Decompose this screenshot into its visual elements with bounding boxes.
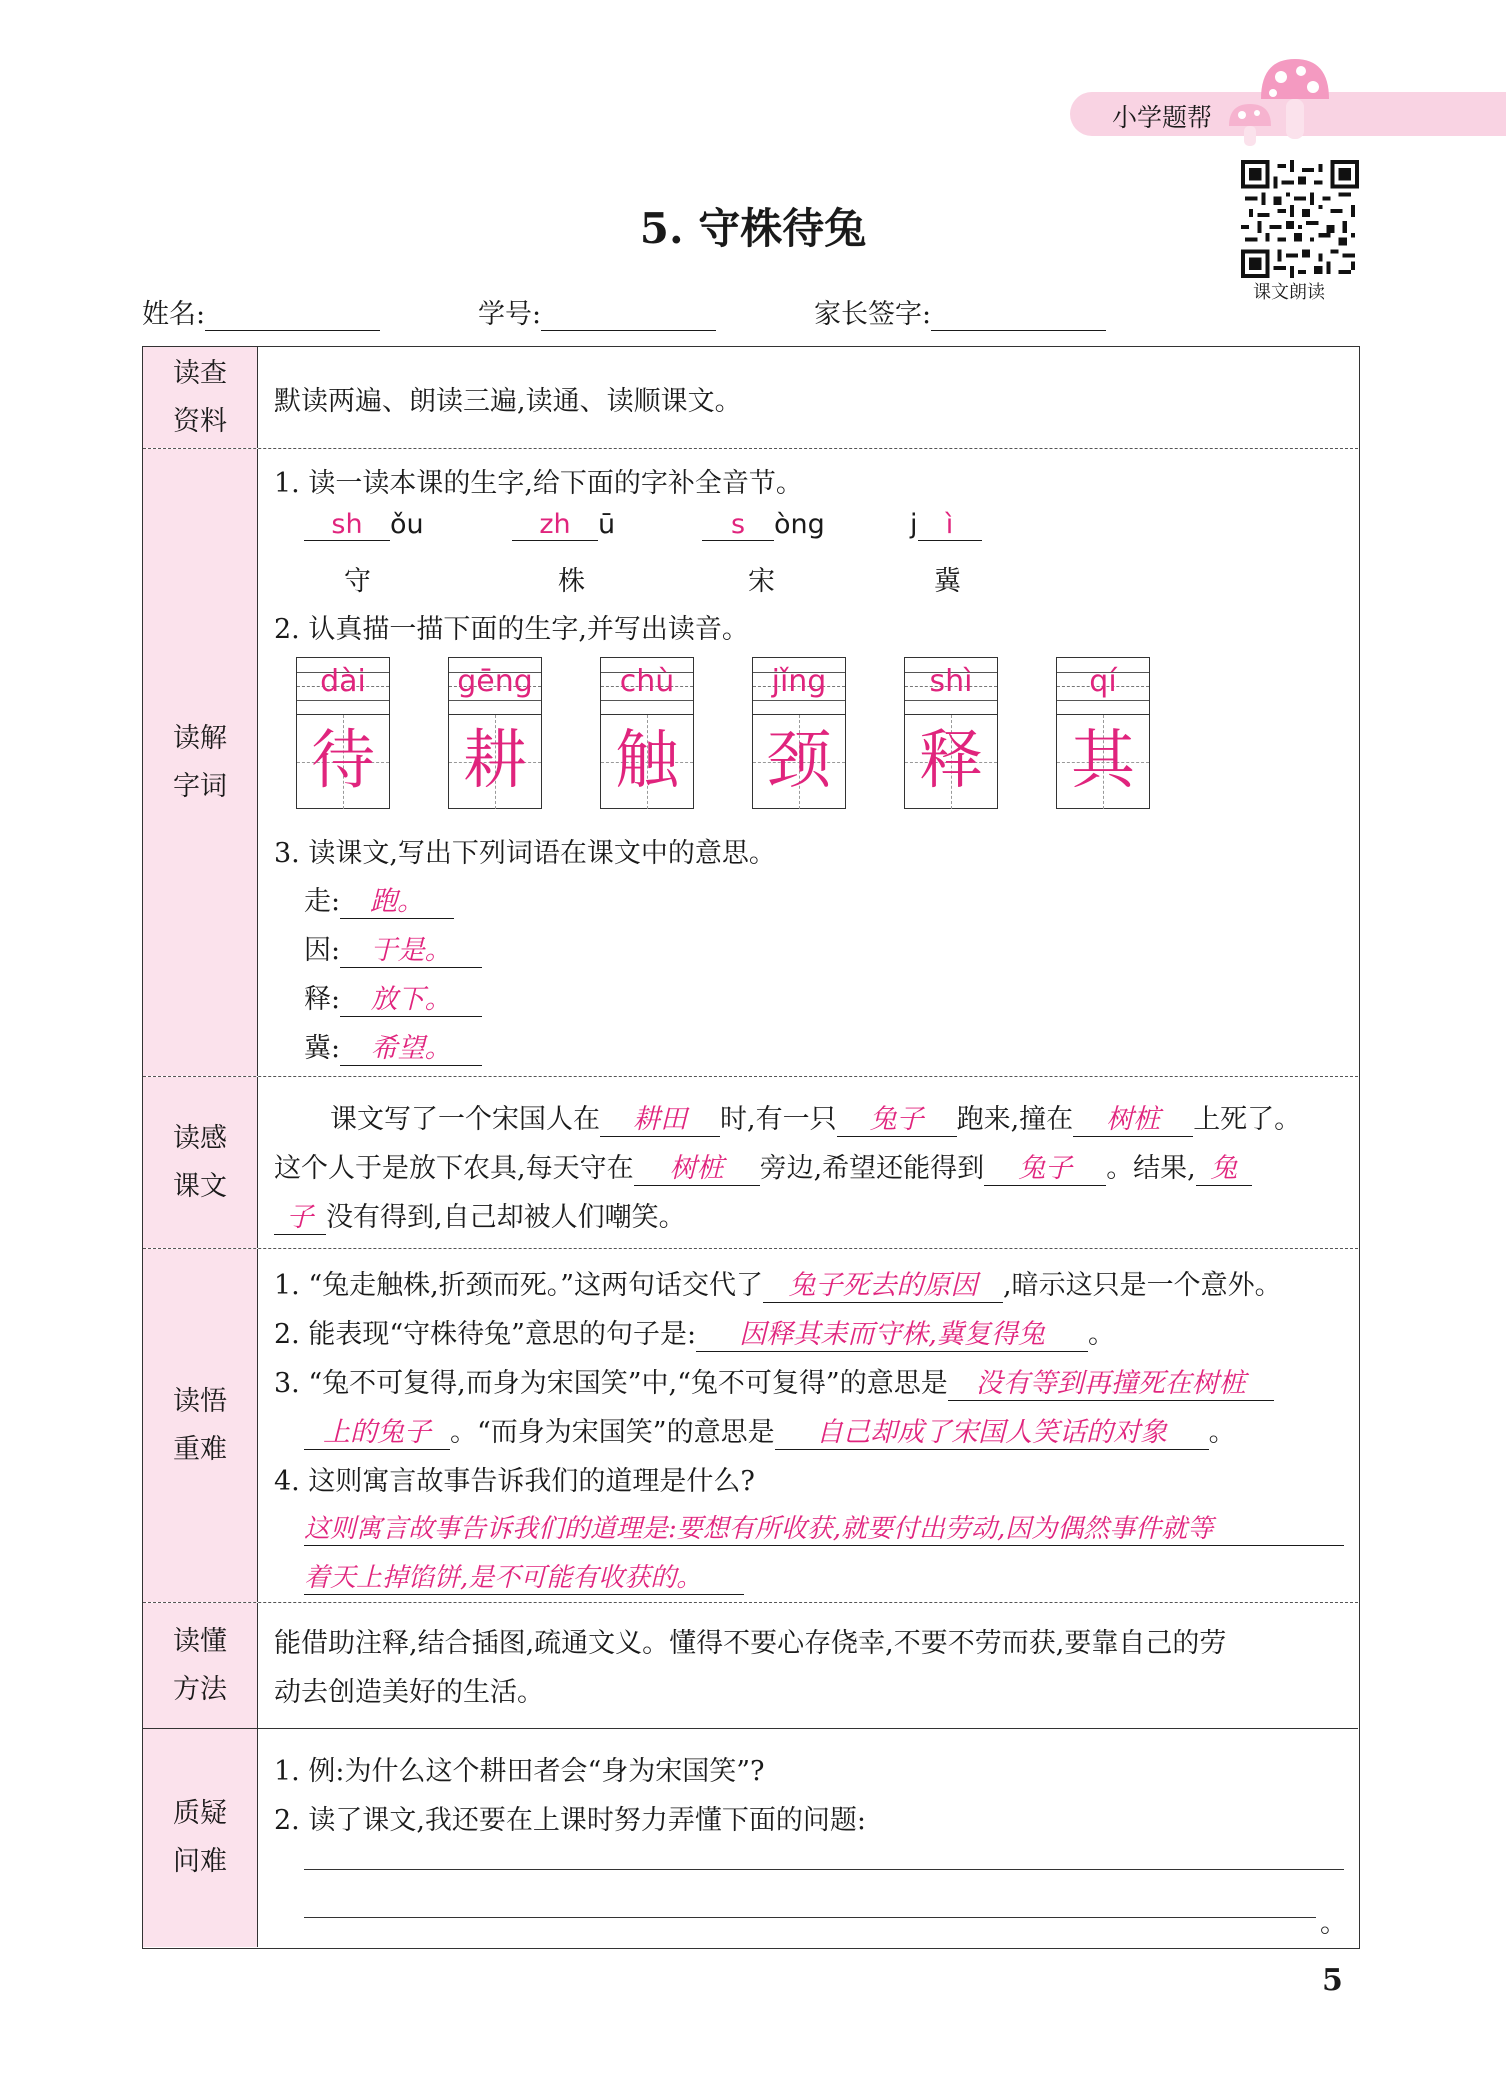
box-character: 颈 bbox=[767, 724, 831, 798]
answer-line[interactable] bbox=[304, 1557, 744, 1595]
target-char: 冀 bbox=[934, 566, 961, 597]
answer-line-2[interactable] bbox=[304, 1917, 1316, 1918]
section-key-points bbox=[143, 1249, 1358, 1602]
question-text: 。 bbox=[1208, 1417, 1236, 1448]
answer-line[interactable] bbox=[304, 1508, 1344, 1546]
student-number-label: 学号: bbox=[478, 299, 542, 330]
answer-text[interactable]: 这则寓言故事告诉我们的道理是:要想有所收获,就要付出劳动,因为偶然事件就等 bbox=[304, 1508, 1344, 1546]
question-3-cont bbox=[304, 1410, 1236, 1450]
writing-box[interactable] bbox=[1056, 657, 1150, 809]
parent-signature-label: 家长签字: bbox=[814, 299, 932, 330]
section-questions bbox=[143, 1729, 1358, 1947]
section-label-cell bbox=[143, 347, 258, 448]
pinyin-answer[interactable]: s bbox=[702, 509, 774, 541]
summary-text: 上死了。 bbox=[1193, 1104, 1302, 1135]
question-text: 3. “兔不可复得,而身为宋国笑”中,“兔不可复得”的意思是 bbox=[274, 1368, 948, 1399]
section-content bbox=[258, 347, 1358, 448]
section-content bbox=[258, 449, 1358, 1076]
question-4: 4. 这则寓言故事告诉我们的道理是什么? bbox=[274, 1466, 755, 1497]
question-3 bbox=[274, 1361, 1274, 1401]
box-character: 触 bbox=[615, 724, 679, 798]
summary-line-2 bbox=[274, 1146, 1252, 1186]
word-meaning[interactable] bbox=[304, 879, 454, 919]
section-label: 质疑问难 bbox=[173, 1798, 227, 1877]
section-label: 读感课文 bbox=[173, 1122, 227, 1202]
parent-signature-field[interactable] bbox=[814, 292, 1106, 331]
summary-line-3 bbox=[274, 1195, 686, 1235]
small-mushroom-icon bbox=[1225, 100, 1275, 150]
pinyin-rest: ū bbox=[598, 509, 616, 540]
summary-text: 跑来,撞在 bbox=[956, 1104, 1074, 1135]
section-content bbox=[258, 1077, 1358, 1248]
word: 冀: bbox=[304, 1033, 341, 1064]
answer-blank[interactable]: 上的兔子 bbox=[304, 1410, 450, 1450]
answer-blank[interactable]: 因释其耒而守株,冀复得兔 bbox=[696, 1312, 1088, 1352]
writing-box[interactable] bbox=[448, 657, 542, 809]
box-character: 待 bbox=[311, 724, 375, 798]
end-mark: 。 bbox=[1320, 1908, 1347, 1939]
answer-blank[interactable]: 树桩 bbox=[634, 1146, 760, 1186]
question-text: 2. 能表现“守株待兔”意思的句子是: bbox=[274, 1319, 697, 1350]
section-content bbox=[258, 1603, 1358, 1728]
summary-text: 时,有一只 bbox=[720, 1104, 837, 1135]
meaning-answer[interactable]: 放下。 bbox=[340, 977, 482, 1017]
question-2: 2. 认真描一描下面的生字,并写出读音。 bbox=[274, 614, 749, 645]
answer-blank[interactable]: 耕田 bbox=[600, 1097, 720, 1137]
box-character: 其 bbox=[1071, 724, 1135, 798]
student-number-field[interactable] bbox=[478, 292, 716, 331]
box-pinyin: dài bbox=[320, 664, 366, 699]
answer-blank[interactable]: 自己却成了宋国人笑话的对象 bbox=[775, 1410, 1209, 1450]
target-char: 宋 bbox=[748, 566, 775, 597]
section-content bbox=[258, 1729, 1358, 1947]
box-pinyin: jǐng bbox=[771, 664, 827, 699]
summary-text: 。结果, bbox=[1106, 1153, 1196, 1184]
page-title: 5. 守株待兔 bbox=[639, 204, 867, 253]
box-pinyin: chù bbox=[619, 664, 675, 699]
word-meaning[interactable] bbox=[304, 1026, 482, 1066]
word: 走: bbox=[304, 886, 341, 917]
question-2: 2. 读了课文,我还要在上课时努力弄懂下面的问题: bbox=[274, 1805, 867, 1836]
question-1 bbox=[274, 1263, 1282, 1303]
writing-box[interactable] bbox=[752, 657, 846, 809]
summary-line-1 bbox=[330, 1097, 1301, 1137]
answer-blank[interactable]: 子 bbox=[274, 1195, 326, 1235]
question-1: 1. 例:为什么这个耕田者会“身为宋国笑”? bbox=[274, 1756, 765, 1787]
meaning-answer[interactable]: 希望。 bbox=[340, 1026, 482, 1066]
answer-line-1[interactable] bbox=[304, 1869, 1344, 1870]
box-character: 耕 bbox=[463, 724, 527, 798]
section-label-cell bbox=[143, 1077, 258, 1248]
word: 释: bbox=[304, 984, 341, 1015]
name-field[interactable] bbox=[142, 292, 380, 331]
summary-text: 这个人于是放下农具,每天守在 bbox=[274, 1153, 634, 1184]
parent-signature-blank[interactable] bbox=[931, 306, 1106, 331]
section-content bbox=[258, 1249, 1358, 1602]
page-number: 5 bbox=[1322, 1963, 1343, 1998]
question-text: 1. “兔走触株,折颈而死。”这两句话交代了 bbox=[274, 1270, 764, 1301]
method-line-1: 能借助注释,结合插图,疏通文义。懂得不要心存侥幸,不要不劳而获,要靠自己的劳 bbox=[274, 1628, 1227, 1659]
answer-blank[interactable]: 兔 bbox=[1196, 1146, 1252, 1186]
section-text-feel bbox=[143, 1077, 1358, 1248]
pinyin-item[interactable] bbox=[512, 509, 615, 541]
answer-text[interactable]: 着天上掉馅饼,是不可能有收获的。 bbox=[304, 1557, 744, 1595]
section-methods bbox=[143, 1603, 1358, 1728]
student-number-blank[interactable] bbox=[541, 306, 716, 331]
pinyin-item[interactable] bbox=[910, 509, 982, 541]
section-label-cell bbox=[143, 449, 258, 1076]
brand-name: 小学题帮 bbox=[1112, 103, 1213, 132]
writing-box[interactable] bbox=[296, 657, 390, 809]
pinyin-item[interactable] bbox=[702, 509, 825, 541]
meaning-answer[interactable]: 于是。 bbox=[340, 928, 482, 968]
pinyin-answer[interactable]: zh bbox=[512, 509, 598, 541]
box-character: 释 bbox=[919, 724, 983, 798]
question-text: 。 bbox=[1088, 1319, 1116, 1350]
name-label: 姓名: bbox=[142, 299, 206, 330]
meaning-answer[interactable]: 跑。 bbox=[340, 879, 454, 919]
section-read-check bbox=[143, 347, 1358, 448]
answer-blank[interactable]: 兔子 bbox=[984, 1146, 1106, 1186]
section-label: 读悟重难 bbox=[173, 1385, 227, 1465]
section-label: 读懂方法 bbox=[173, 1625, 227, 1705]
read-instruction: 默读两遍、朗读三遍,读通、读顺课文。 bbox=[274, 386, 742, 417]
pinyin-answer[interactable]: sh bbox=[304, 509, 390, 541]
question-1: 1. 读一读本课的生字,给下面的字补全音节。 bbox=[274, 468, 803, 499]
answer-blank[interactable]: 兔子死去的原因 bbox=[763, 1263, 1003, 1303]
box-pinyin: gēng bbox=[457, 664, 533, 699]
question-text: 。“而身为宋国笑”的意思是 bbox=[450, 1417, 775, 1448]
summary-text: 没有得到,自己却被人们嘲笑。 bbox=[326, 1202, 686, 1233]
name-blank[interactable] bbox=[205, 306, 380, 331]
section-label-cell bbox=[143, 1249, 258, 1602]
section-label: 读查资料 bbox=[173, 357, 227, 437]
writing-box[interactable] bbox=[600, 657, 694, 809]
target-char: 守 bbox=[344, 566, 371, 597]
answer-blank[interactable]: 兔子 bbox=[837, 1097, 957, 1137]
question-2 bbox=[274, 1312, 1115, 1352]
target-char: 株 bbox=[558, 566, 585, 597]
word-meaning[interactable] bbox=[304, 977, 482, 1017]
section-words bbox=[143, 449, 1358, 1076]
section-label-cell bbox=[143, 1729, 258, 1947]
writing-box[interactable] bbox=[904, 657, 998, 809]
pinyin-prefix: j bbox=[910, 509, 918, 540]
answer-blank[interactable]: 没有等到再撞死在树桩 bbox=[948, 1361, 1274, 1401]
summary-text: 课文写了一个宋国人在 bbox=[330, 1104, 600, 1135]
pinyin-rest: òng bbox=[774, 509, 825, 540]
summary-text: 旁边,希望还能得到 bbox=[759, 1153, 985, 1184]
answer-blank[interactable]: 树桩 bbox=[1073, 1097, 1193, 1137]
word: 因: bbox=[304, 935, 341, 966]
qr-caption: 课文朗读 bbox=[1253, 282, 1325, 303]
word-meaning[interactable] bbox=[304, 928, 482, 968]
worksheet-table bbox=[142, 346, 1360, 1949]
pinyin-answer[interactable]: ì bbox=[918, 509, 982, 541]
pinyin-rest: ǒu bbox=[390, 509, 424, 540]
pinyin-item[interactable] bbox=[304, 509, 424, 541]
box-pinyin: qí bbox=[1089, 664, 1117, 699]
method-line-2: 动去创造美好的生活。 bbox=[274, 1677, 544, 1708]
section-label-cell bbox=[143, 1603, 258, 1728]
question-text: ,暗示这只是一个意外。 bbox=[1003, 1270, 1282, 1301]
box-pinyin: shì bbox=[929, 664, 973, 699]
question-3: 3. 读课文,写出下列词语在课文中的意思。 bbox=[274, 838, 776, 869]
section-label: 读解字词 bbox=[173, 722, 227, 802]
